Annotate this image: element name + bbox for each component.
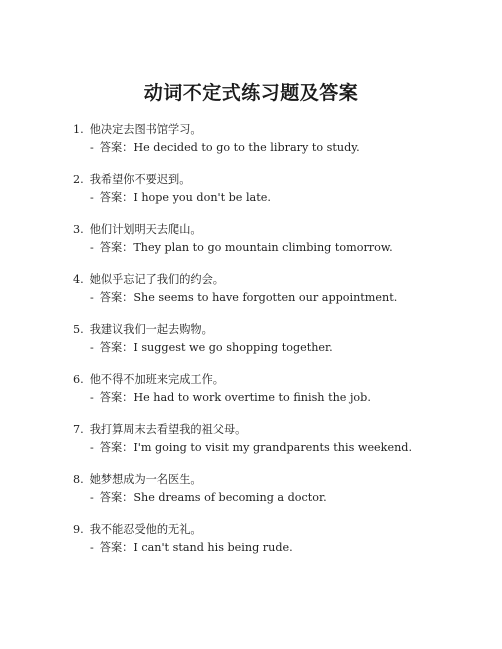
answer-prefix: -	[90, 241, 94, 254]
answer-text: 答案：He had to work overtime to finish the job.	[99, 391, 371, 404]
exercise-list	[73, 122, 493, 572]
answer-text: 答案：They plan to go mountain climbing tomorrow.	[99, 241, 393, 254]
question-text: 他们计划明天去爬山。	[89, 223, 202, 236]
item-number: 1.	[73, 123, 84, 136]
answer-text: 答案：She seems to have forgotten our appointment.	[99, 291, 398, 304]
question-text: 我希望你不要迟到。	[89, 173, 191, 186]
list-item	[73, 422, 493, 472]
answer-text: 答案：She dreams of becoming a doctor.	[99, 491, 327, 504]
answer-prefix: -	[90, 391, 94, 404]
item-number: 2.	[73, 173, 84, 186]
question-text: 我不能忍受他的无礼。	[89, 523, 202, 536]
question-text: 她梦想成为一名医生。	[89, 473, 202, 486]
item-number: 4.	[73, 273, 84, 286]
answer-line	[90, 390, 371, 406]
list-item	[73, 472, 493, 522]
list-item	[73, 372, 493, 422]
answer-line	[90, 190, 271, 206]
answer-text: 答案：He decided to go to the library to study.	[99, 141, 360, 154]
answer-line	[90, 290, 397, 306]
question-line	[73, 372, 224, 388]
question-line	[73, 422, 246, 438]
question-line	[73, 472, 202, 488]
item-number: 5.	[73, 323, 84, 336]
answer-prefix: -	[90, 541, 94, 554]
item-number: 6.	[73, 373, 84, 386]
list-item	[73, 222, 493, 272]
question-line	[73, 172, 190, 188]
list-item	[73, 522, 493, 572]
answer-text: 答案：I can't stand his being rude.	[99, 541, 293, 554]
answer-text: 答案：I hope you don't be late.	[99, 191, 271, 204]
list-item	[73, 272, 493, 322]
answer-prefix: -	[90, 291, 94, 304]
list-item	[73, 122, 493, 172]
answer-prefix: -	[90, 341, 94, 354]
list-item	[73, 172, 493, 222]
answer-line	[90, 340, 333, 356]
list-item	[73, 322, 493, 372]
answer-prefix: -	[90, 191, 94, 204]
document-title: 动词不定式练习题及答案	[143, 82, 359, 104]
answer-line	[90, 140, 360, 156]
answer-line	[90, 540, 293, 556]
answer-line	[90, 240, 393, 256]
question-line	[73, 272, 224, 288]
question-line	[73, 322, 213, 338]
question-text: 我打算周末去看望我的祖父母。	[89, 423, 247, 436]
answer-prefix: -	[90, 141, 94, 154]
question-line	[73, 222, 202, 238]
question-line	[73, 522, 202, 538]
question-text: 他决定去图书馆学习。	[89, 123, 202, 136]
item-number: 8.	[73, 473, 84, 486]
answer-prefix: -	[90, 491, 94, 504]
answer-text: 答案：I suggest we go shopping together.	[99, 341, 333, 354]
question-line	[73, 122, 202, 138]
answer-text: 答案：I'm going to visit my grandparents this weekend.	[99, 441, 413, 454]
answer-line	[90, 440, 412, 456]
question-text: 他不得不加班来完成工作。	[89, 373, 224, 386]
question-text: 我建议我们一起去购物。	[89, 323, 213, 336]
answer-prefix: -	[90, 441, 94, 454]
question-text: 她似乎忘记了我们的约会。	[89, 273, 224, 286]
item-number: 3.	[73, 223, 84, 236]
item-number: 9.	[73, 523, 84, 536]
answer-line	[90, 490, 327, 506]
item-number: 7.	[73, 423, 84, 436]
